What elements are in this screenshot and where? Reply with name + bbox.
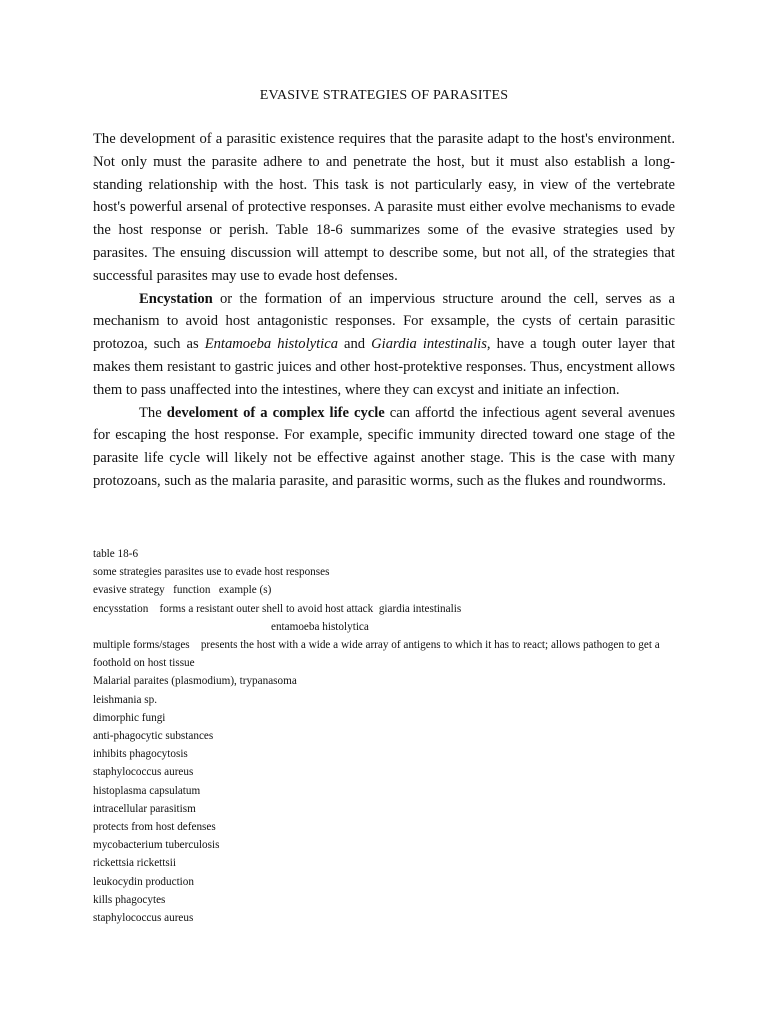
- table-label: table 18-6: [93, 548, 139, 560]
- document-body: [93, 128, 675, 493]
- table-row: mycobacterium tuberculosis: [93, 839, 220, 852]
- table-row: protects from host defenses: [93, 821, 216, 834]
- paragraph-life-cycle: [93, 402, 675, 493]
- table-row: histoplasma capsulatum: [93, 784, 201, 797]
- table-row: inhibits phagocytosis: [93, 748, 188, 761]
- paragraph-intro: The development of a parasitic existence requires that the parasite adapt to the host's environment. Not only must the parasite adhere to and penetrate the host, but it must also establish a long-standing relationship with the host. This task is not particularly easy, in view of the vertebrate host's powerful arsenal of protective responses. A parasite must either evolve mechanisms to evade the host response or perish. Table 18-6 summarizes some of the evasive strategies used by parasites. The ensuing discussion will attempt to describe some, but not all, of the strategies that successful parasites may use to evade host defenses.: [93, 131, 675, 284]
- table-caption: some strategies parasites use to evade host responses: [93, 566, 330, 579]
- text-span: , have a tough outer layer that makes them resistant to gastric juices and other host-protektive responses. Thus, encystment allows them to pass unaffected into the intestines, where they can excyst and initiate an infection.: [93, 336, 675, 398]
- table-row: dimorphic fungi: [93, 711, 166, 724]
- text-span: can affortd the infectious agent several avenues for escaping the host response. For example, specific immunity directed toward one stage of the parasite life cycle will likely not be effective against another stage. This is the case with many protozoans, such as the malaria parasite, and parasitic worms, such as the flukes and roundworms.: [93, 404, 675, 489]
- table-row: Malarial paraites (plasmodium), trypanasoma: [93, 675, 297, 688]
- table-row: intracellular parasitism: [93, 802, 196, 815]
- text-span: and: [338, 336, 372, 353]
- table-row: multiple forms/stages presents the host with a wide a wide array of antigens to which it has to react; allows pathogen to get a foothold on host tissue: [93, 639, 663, 670]
- table-row: anti-phagocytic substances: [93, 730, 214, 743]
- table-row: leukocydin production: [93, 875, 194, 888]
- text-span: or the formation of an impervious structure around the cell, serves as a mechanism to avoid host antagonistic responses. For exsample, the cysts of certain parasitic protozoa, such as: [93, 290, 675, 353]
- text-span: The: [139, 404, 167, 421]
- document-title: EVASIVE STRATEGIES OF PARASITES: [259, 88, 509, 103]
- species-entamoeba: Entamoeba histolytica: [204, 336, 338, 353]
- table-row: rickettsia rickettsii: [93, 857, 176, 870]
- term-encystation: Encystation: [139, 290, 213, 307]
- paragraph-encystation: [93, 288, 675, 402]
- table-row: staphylococcus aureus: [93, 912, 194, 925]
- table-18-6: [93, 545, 693, 927]
- table-row: kills phagocytes: [93, 893, 166, 906]
- table-row: entamoeba histolytica: [271, 620, 369, 633]
- table-row: leishmania sp.: [93, 693, 158, 706]
- table-row: staphylococcus aureus: [93, 766, 194, 779]
- species-giardia: Giardia intestinalis: [371, 336, 487, 353]
- table-header: evasive strategy function example (s): [93, 584, 272, 597]
- term-life-cycle: develoment of a complex life cycle: [166, 404, 385, 421]
- table-row: encysstation forms a resistant outer shell to avoid host attack giardia intestinalis: [93, 602, 462, 615]
